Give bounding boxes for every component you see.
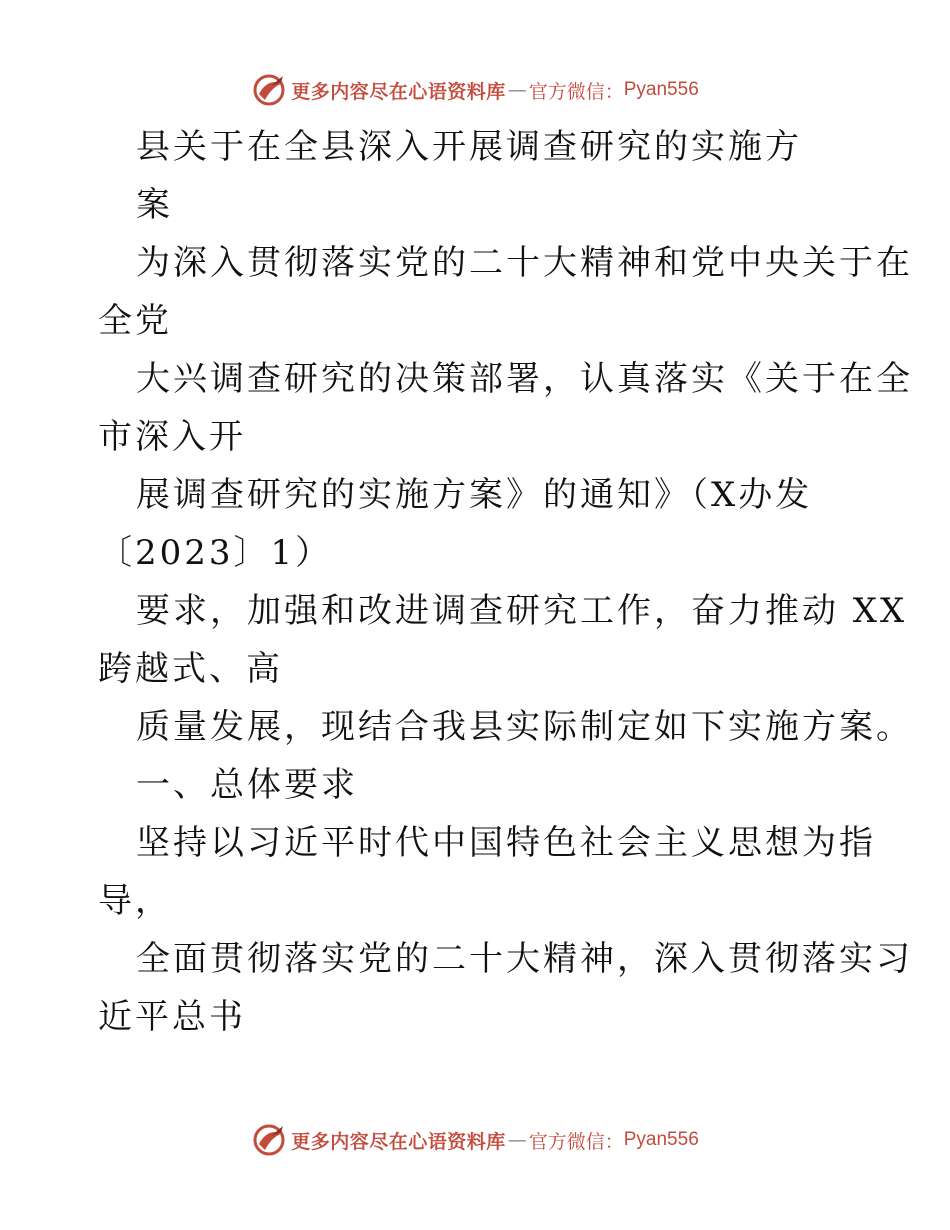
paragraph-line: 为深入贯彻落实党的二十大精神和党中央关于在 xyxy=(136,243,913,283)
watermark-brand-text: 更多内容尽在心语资料库 xyxy=(291,1130,506,1153)
paragraph-line: 坚持以习近平时代中国特色社会主义思想为指 xyxy=(136,823,876,863)
paragraph-line: 全党 xyxy=(98,301,172,341)
paragraph-line: 近平总书 xyxy=(98,997,246,1037)
header-watermark xyxy=(0,70,950,110)
document-title-line-2: 案 xyxy=(136,185,173,225)
watermark-wechat-handle: Pyan556 xyxy=(623,1129,699,1150)
document-title-line-1: 县关于在全县深入开展调查研究的实施方 xyxy=(136,127,802,167)
paragraph-line: 要求，加强和改进调查研究工作，奋力推动 XX xyxy=(136,591,908,631)
paragraph-line: 跨越式、高 xyxy=(98,649,283,689)
paragraph-line: 导， xyxy=(98,881,172,921)
watermark-wechat-label: 官方微信： xyxy=(528,80,624,103)
footer-watermark xyxy=(0,1120,950,1160)
paragraph-line: 展调查研究的实施方案》的通知》（X办发 xyxy=(136,475,813,515)
paragraph-line: 全面贯彻落实党的二十大精神，深入贯彻落实习 xyxy=(136,939,913,979)
section-heading: 一、总体要求 xyxy=(136,765,358,805)
watermark-dash: — xyxy=(507,79,527,101)
watermark-wechat-handle: Pyan556 xyxy=(623,79,699,100)
paragraph-line: 〔2023〕1） xyxy=(98,533,333,573)
paragraph-line: 大兴调查研究的决策部署，认真落实《关于在全 xyxy=(136,359,913,399)
paragraph-line: 质量发展，现结合我县实际制定如下实施方案。 xyxy=(136,707,913,747)
document-body xyxy=(98,118,913,1046)
watermark-dash: — xyxy=(507,1129,527,1151)
paragraph-line: 市深入开 xyxy=(98,417,246,457)
brand-logo-icon xyxy=(251,1122,287,1158)
watermark-brand-text: 更多内容尽在心语资料库 xyxy=(291,80,506,103)
brand-logo-icon xyxy=(251,72,287,108)
watermark-wechat-label: 官方微信： xyxy=(528,1130,624,1153)
